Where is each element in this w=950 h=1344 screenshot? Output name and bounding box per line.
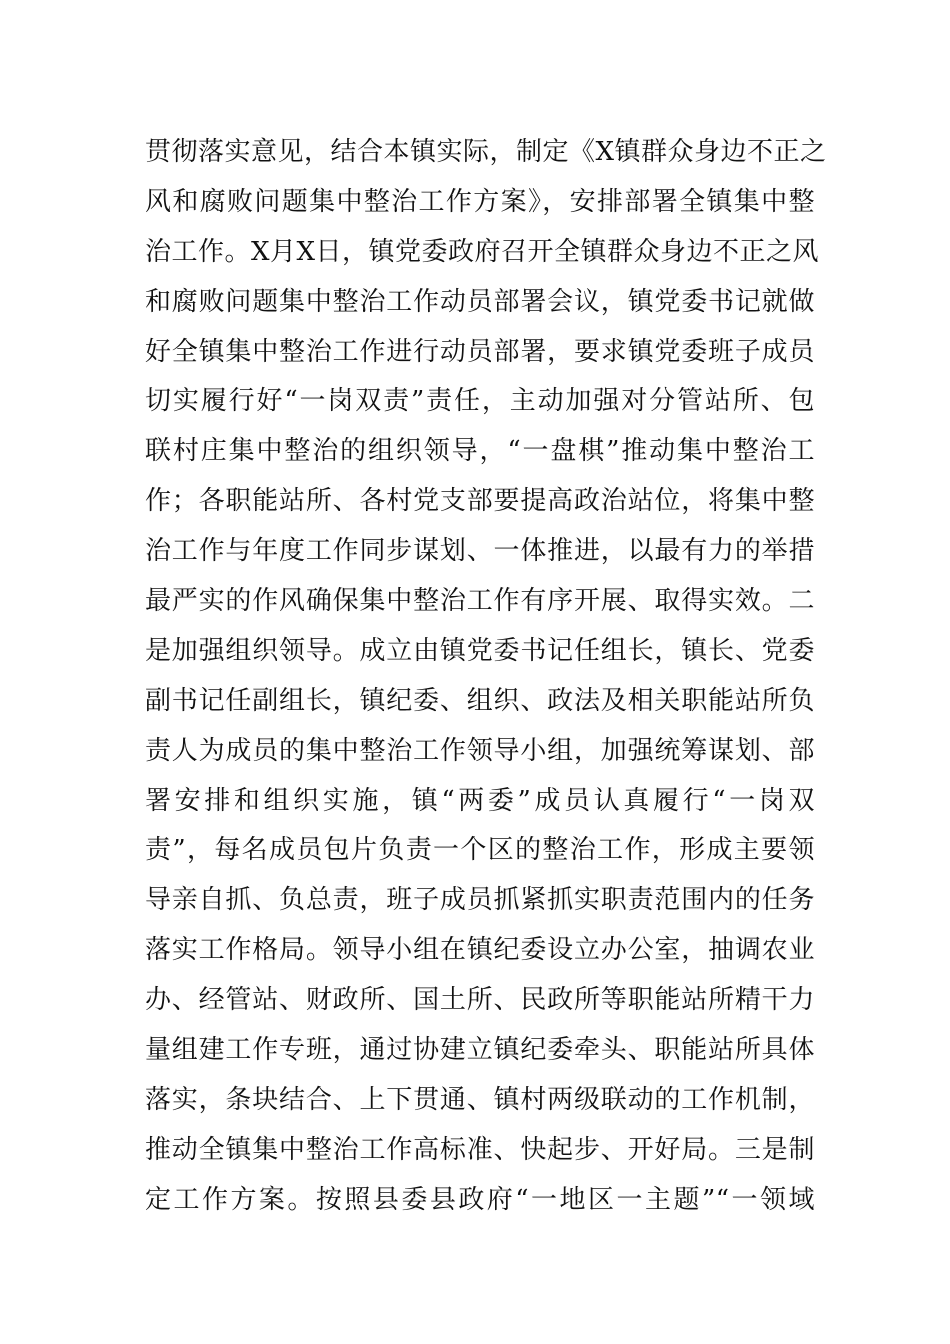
text-line: 落实，条块结合、上下贯通、镇村两级联动的工作机制，	[145, 1084, 815, 1115]
text-line: 联村庄集中整治的组织领导，“一盘棋”推动集中整治工	[145, 436, 815, 467]
text-line: 切实履行好“一岗双责”责任，主动加强对分管站所、包	[145, 386, 815, 417]
text-line: 好全镇集中整治工作进行动员部署，要求镇党委班子成员	[145, 336, 815, 367]
text-line: 办、经管站、财政所、国土所、民政所等职能站所精干力	[145, 985, 815, 1016]
text-line: 责”，每名成员包片负责一个区的整治工作，形成主要领	[145, 835, 815, 866]
text-line: 导亲自抓、负总责，班子成员抓紧抓实职责范围内的任务	[145, 885, 815, 916]
text-line: 量组建工作专班，通过协建立镇纪委牵头、职能站所具体	[145, 1035, 815, 1066]
text-line: 副书记任副组长，镇纪委、组织、政法及相关职能站所负	[145, 685, 815, 716]
text-line: 治工作。X月X日，镇党委政府召开全镇群众身边不正之风	[145, 236, 820, 267]
text-line: 责人为成员的集中整治工作领导小组，加强统筹谋划、部	[145, 735, 815, 766]
text-line: 治工作与年度工作同步谋划、一体推进，以最有力的举措	[145, 536, 815, 567]
text-line: 作；各职能站所、各村党支部要提高政治站位，将集中整	[145, 486, 815, 517]
text-line: 最严实的作风确保集中整治工作有序开展、取得实效。二	[145, 586, 815, 617]
text-line: 和腐败问题集中整治工作动员部署会议，镇党委书记就做	[145, 286, 815, 317]
text-line: 推动全镇集中整治工作高标准、快起步、开好局。三是制	[145, 1134, 815, 1165]
body-text	[145, 128, 827, 1226]
text-line: 定工作方案。按照县委县政府“一地区一主题”“一领域	[145, 1184, 815, 1215]
text-line: 是加强组织领导。成立由镇党委书记任组长，镇长、党委	[145, 635, 815, 666]
text-line: 署安排和组织实施，镇“两委”成员认真履行“一岗双	[145, 785, 815, 816]
text-line: 风和腐败问题集中整治工作方案》，安排部署全镇集中整	[145, 186, 815, 217]
text-line: 贯彻落实意见，结合本镇实际，制定《X镇群众身边不正之	[145, 137, 827, 167]
text-line: 落实工作格局。领导小组在镇纪委设立办公室，抽调农业	[145, 935, 815, 966]
